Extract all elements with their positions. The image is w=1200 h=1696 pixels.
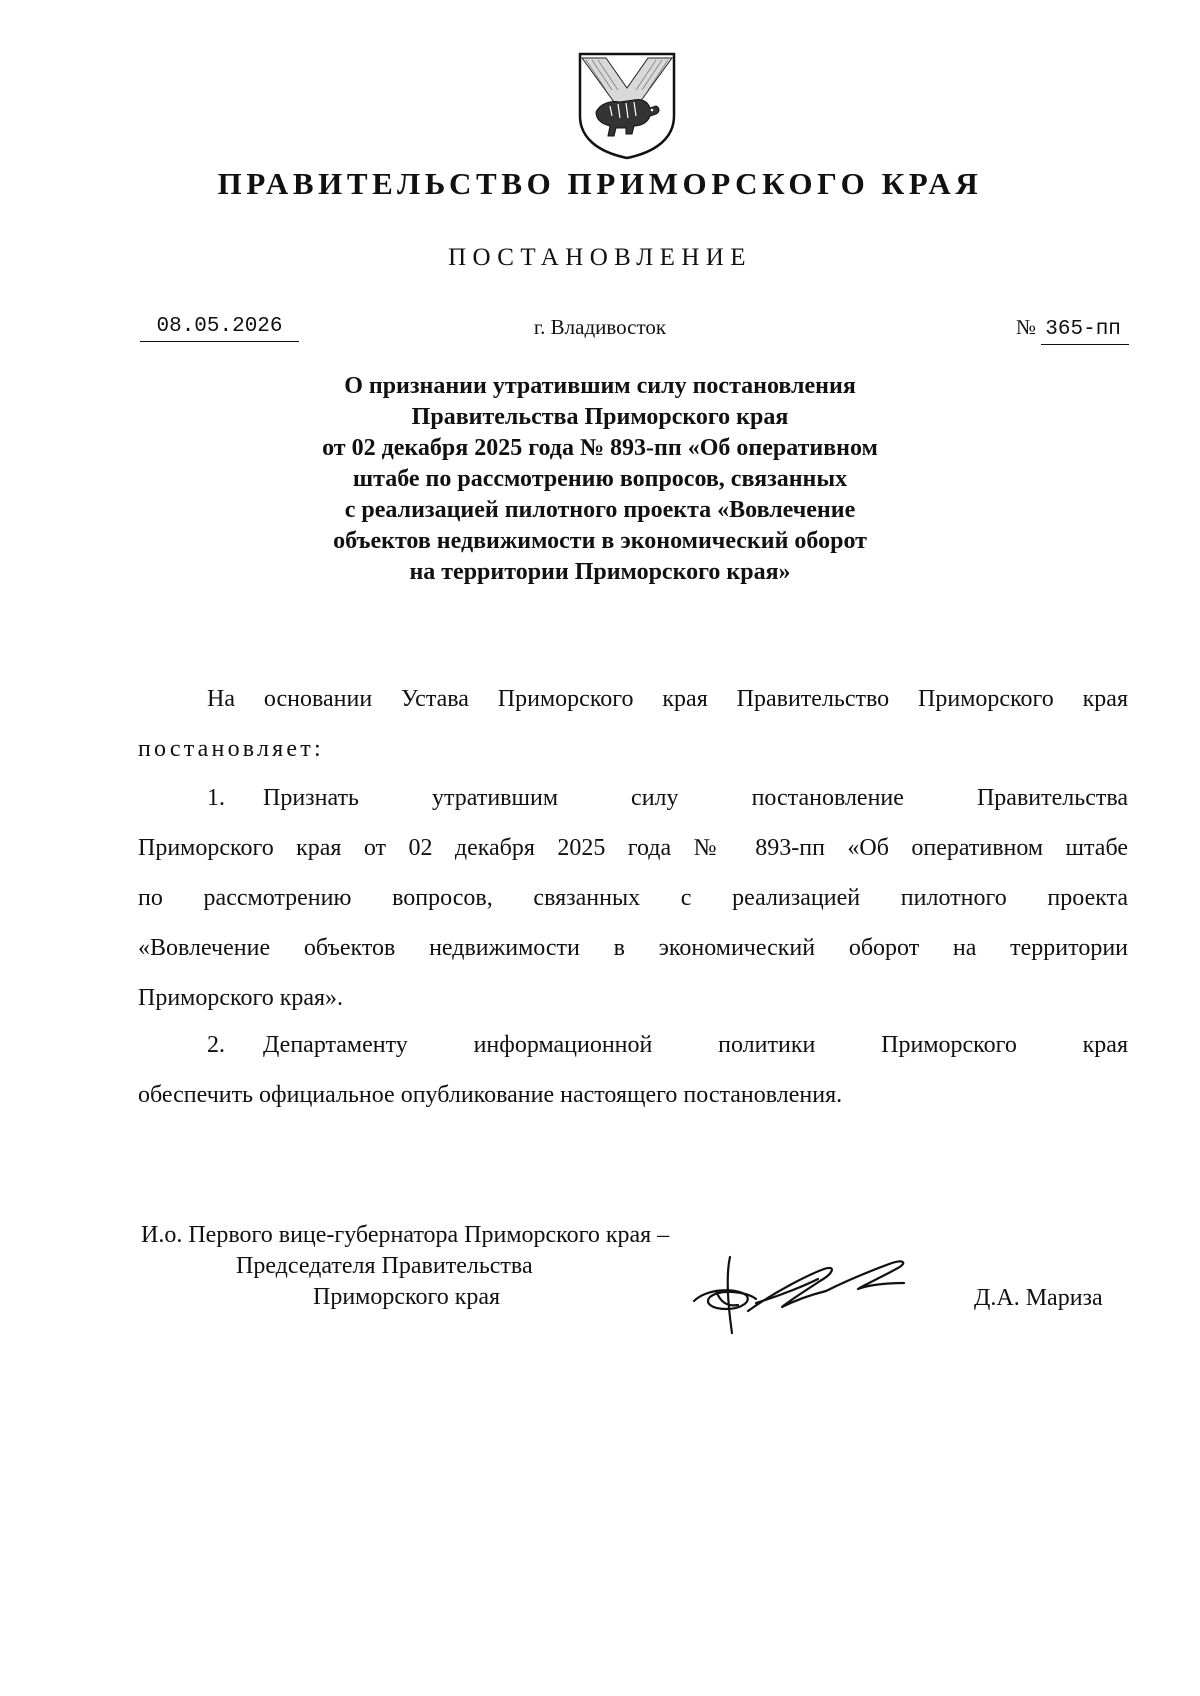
document-date: 08.05.2026	[140, 313, 299, 342]
item-2-line: обеспечить официальное опубликование настоящего постановления.	[138, 1082, 843, 1108]
item-1-line-text: Признать утратившим силу постановление Правительства	[263, 785, 1128, 811]
item-1-line: по рассмотрению вопросов, связанных с реализацией пилотного проекта	[138, 885, 1128, 911]
item-2-line	[138, 1020, 1128, 1070]
signer-position-line: И.о. Первого вице-губернатора Приморского края –	[141, 1222, 670, 1248]
resolution-item-1	[138, 773, 1128, 1023]
resolution-item-2	[138, 1020, 1128, 1120]
preamble-text: На основании Устава Приморского края Правительство Приморского края	[207, 686, 1128, 712]
item-2-line-text: Департаменту информационной политики Приморского края	[263, 1032, 1128, 1058]
title-line: от 02 декабря 2025 года № 893-пп «Об оперативном	[322, 435, 878, 461]
title-line: штабе по рассмотрению вопросов, связанных	[352, 466, 848, 492]
document-type: ПОСТАНОВЛЕНИЕ	[448, 244, 752, 271]
coat-of-arms-icon	[576, 50, 678, 162]
handwritten-signature-icon	[686, 1245, 942, 1345]
preamble-verb: постановляет:	[138, 736, 324, 762]
title-line: О признании утратившим силу постановления	[344, 373, 856, 399]
title-line: Правительства Приморского края	[411, 404, 789, 430]
document-number-field	[1016, 313, 1129, 345]
item-1-line	[138, 773, 1128, 823]
document-city: г. Владивосток	[533, 315, 667, 339]
signer-name: Д.А. Мариза	[974, 1285, 1103, 1311]
signer-position-line: Приморского края	[313, 1284, 501, 1310]
document-title	[0, 371, 1200, 588]
preamble-paragraph	[138, 674, 1128, 774]
item-number: 2.	[207, 1032, 225, 1058]
item-1-line: «Вовлечение объектов недвижимости в экономический оборот на территории	[138, 935, 1128, 961]
title-line: с реализацией пилотного проекта «Вовлечение	[344, 497, 856, 523]
item-1-line: Приморского края».	[138, 985, 344, 1011]
signer-position-line: Председателя Правительства	[236, 1253, 533, 1279]
item-number: 1.	[207, 785, 225, 811]
organization-name: ПРАВИТЕЛЬСТВО ПРИМОРСКОГО КРАЯ	[217, 166, 983, 201]
item-1-line: Приморского края от 02 декабря 2025 года № 893-пп «Об оперативном штабе	[138, 835, 1128, 861]
document-number: 365-пп	[1041, 316, 1129, 345]
number-sign: №	[1016, 315, 1037, 339]
title-line: на территории Приморского края»	[409, 559, 791, 585]
title-line: объектов недвижимости в экономический оборот	[333, 528, 867, 554]
